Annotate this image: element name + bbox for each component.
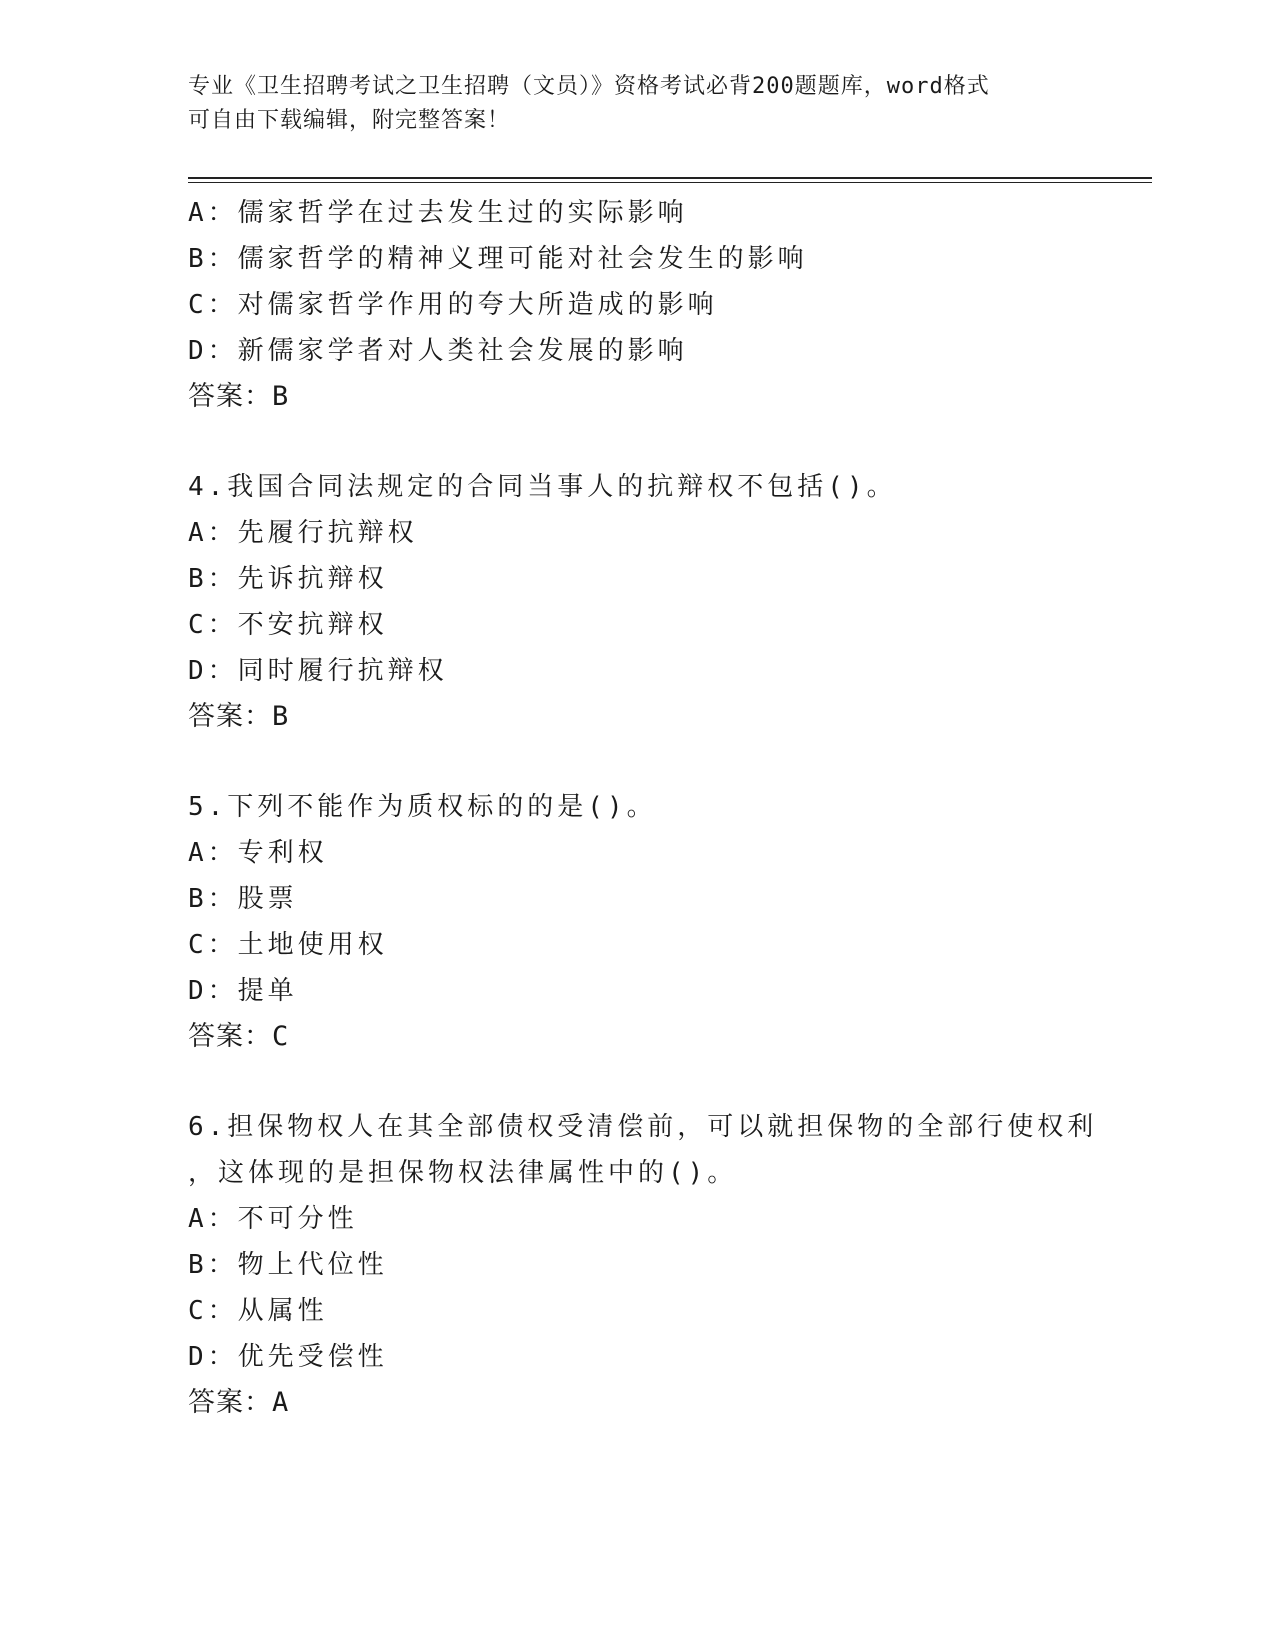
question-6-stem-line-2: ，这体现的是担保物权法律属性中的()。 [188, 1158, 738, 1188]
question-4-answer [188, 694, 1148, 740]
question-4-option-b: B：先诉抗辩权 [188, 564, 388, 594]
document-header [188, 70, 1088, 138]
question-list [188, 190, 1148, 1426]
question-3-option-d: D：新儒家学者对人类社会发展的影响 [188, 336, 688, 366]
question-5-option-a: A：专利权 [188, 838, 328, 868]
question-6-option-a: A：不可分性 [188, 1204, 358, 1234]
answer-value: A [272, 1387, 290, 1418]
question-6-option-b: B：物上代位性 [188, 1250, 388, 1280]
question-4-option-c: C：不安抗辩权 [188, 610, 388, 640]
header-divider-thick [188, 177, 1152, 179]
question-4-stem: 4.我国合同法规定的合同当事人的抗辩权不包括()。 [188, 472, 897, 502]
answer-label: 答案： [188, 701, 272, 732]
question-6-answer [188, 1380, 1148, 1426]
question-5-option-c: C：土地使用权 [188, 930, 388, 960]
header-divider-thin [188, 182, 1152, 183]
answer-value: B [272, 701, 290, 732]
question-5 [188, 784, 1148, 1060]
question-4-option-d: D：同时履行抗辩权 [188, 656, 448, 686]
header-line-2: 可自由下载编辑，附完整答案！ [188, 108, 511, 133]
question-3-option-b: B：儒家哲学的精神义理可能对社会发生的影响 [188, 244, 808, 274]
question-5-option-d: D：提单 [188, 976, 298, 1006]
answer-label: 答案： [188, 1021, 272, 1052]
question-6 [188, 1104, 1148, 1426]
answer-label: 答案： [188, 1387, 272, 1418]
question-5-answer [188, 1014, 1148, 1060]
question-4-option-a: A：先履行抗辩权 [188, 518, 418, 548]
answer-value: B [272, 381, 290, 412]
question-6-option-d: D：优先受偿性 [188, 1342, 388, 1372]
question-4 [188, 464, 1148, 740]
question-5-stem: 5.下列不能作为质权标的的是()。 [188, 792, 657, 822]
question-3-answer [188, 374, 1148, 420]
answer-value: C [272, 1021, 290, 1052]
question-5-option-b: B：股票 [188, 884, 298, 914]
question-3-option-c: C：对儒家哲学作用的夸大所造成的影响 [188, 290, 718, 320]
question-3-option-a: A：儒家哲学在过去发生过的实际影响 [188, 198, 688, 228]
header-line-1: 专业《卫生招聘考试之卫生招聘（文员）》资格考试必背200题题库，word格式 [188, 74, 990, 99]
question-6-option-c: C：从属性 [188, 1296, 328, 1326]
question-3 [188, 190, 1148, 420]
question-6-stem-line-1: 6.担保物权人在其全部债权受清偿前，可以就担保物的全部行使权利 [188, 1112, 1098, 1142]
answer-label: 答案： [188, 381, 272, 412]
